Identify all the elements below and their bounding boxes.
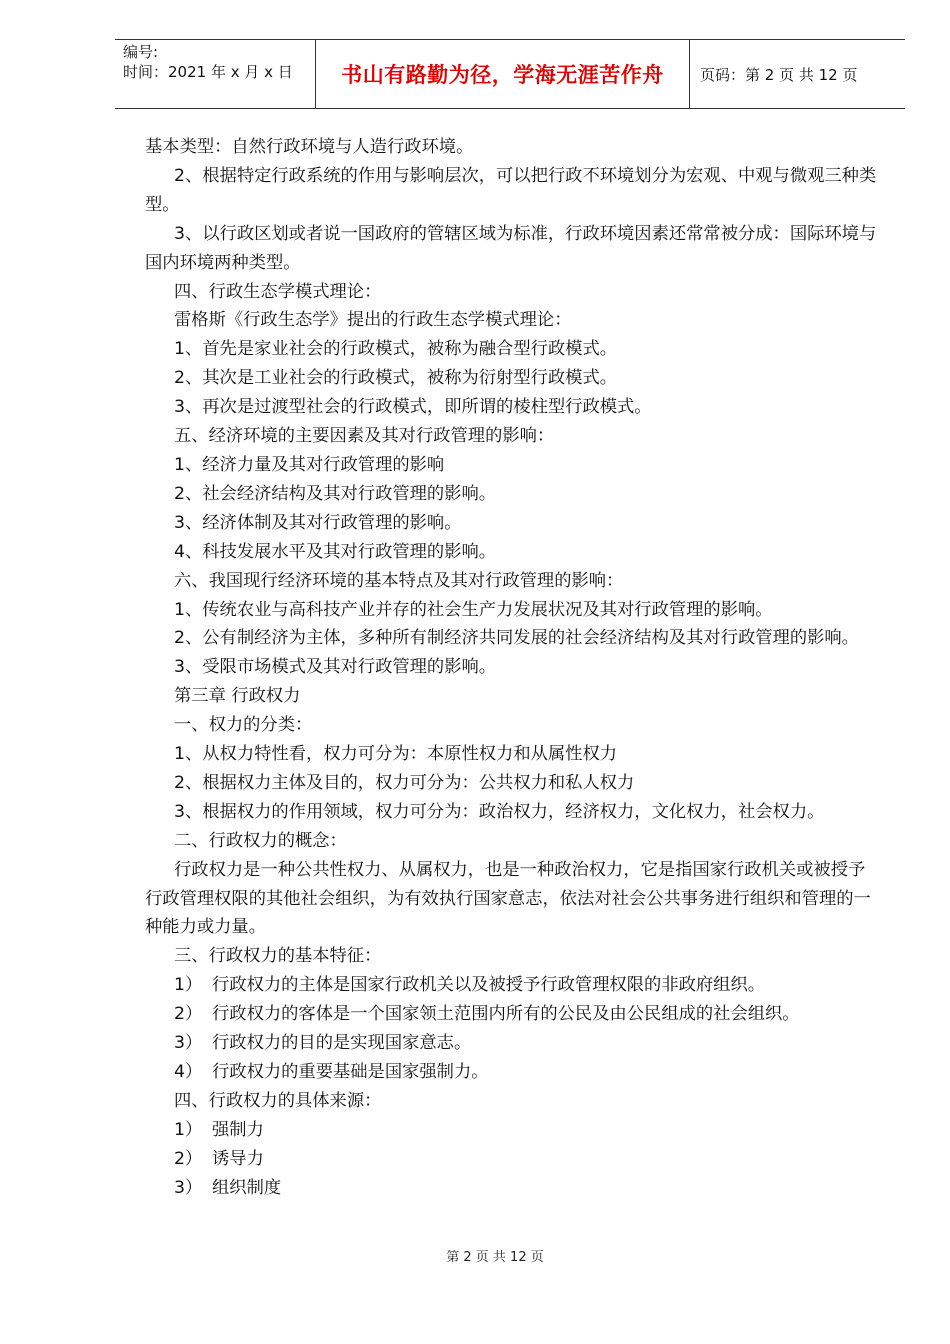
list-item xyxy=(145,1174,881,1203)
paragraph: 3、经济体制及其对行政管理的影响。 xyxy=(174,512,462,533)
list-item-text: 行政权力的重要基础是国家强制力。 xyxy=(212,1062,489,1082)
section-heading: 五、经济环境的主要因素及其对行政管理的影响： xyxy=(174,426,555,447)
list-item-number: 2） xyxy=(174,1148,203,1169)
paragraph: 2、其次是工业社会的行政模式，被称为衍射型行政模式。 xyxy=(174,368,618,389)
paragraph: 3、根据权力的作用领域，权力可分为：政治权力，经济权力，文化权力，社会权力。 xyxy=(174,801,825,822)
list-item-text: 行政权力的客体是一个国家领土范围内所有的公民及由公民组成的社会组织。 xyxy=(212,1004,800,1025)
paragraph: 1、传统农业与高科技产业并存的社会生产力发展状况及其对行政管理的影响。 xyxy=(174,599,773,620)
paragraph: 1、首先是家业社会的行政模式，被称为融合型行政模式。 xyxy=(174,339,618,360)
paragraph: 3、受限市场模式及其对行政管理的影响。 xyxy=(174,657,497,678)
header-meta xyxy=(123,42,293,82)
paragraph: 2、根据权力主体及目的，权力可分为：公共权力和私人权力 xyxy=(174,772,635,793)
list-item xyxy=(145,971,881,1000)
list-item xyxy=(145,1058,881,1087)
paragraph: 基本类型：自然行政环境与人造行政环境。 xyxy=(145,137,474,157)
paragraph: 1、经济力量及其对行政管理的影响 xyxy=(174,454,445,475)
paragraph: 行政权力是一种公共性权力、从属权力，也是一种政治权力，它是指国家行政机关或被授予行政管理权限的其他社会组织，为有效执行国家意志，依法对社会公共事务进行组织和管理的一种能力或力量。 xyxy=(145,859,871,938)
list-item-text: 诱导力 xyxy=(212,1148,264,1169)
section-heading: 二、行政权力的概念： xyxy=(174,830,347,851)
list-item xyxy=(145,1116,881,1145)
paragraph: 3、以行政区划或者说一国政府的管辖区域为标准，行政环境因素还常常被分成：国际环境与国内环境两种类型。 xyxy=(145,223,877,273)
document-header xyxy=(115,39,905,109)
paragraph: 2、根据特定行政系统的作用与影响层次，可以把行政不环境划分为宏观、中观与微观三种类型。 xyxy=(145,165,877,215)
header-time-label: 时间：2021 年 x 月 x 日 xyxy=(123,63,293,81)
list-item-number: 1） xyxy=(174,975,203,996)
section-heading: 六、我国现行经济环境的基本特点及其对行政管理的影响： xyxy=(174,570,624,591)
list-item-number: 1） xyxy=(174,1119,203,1140)
list-item-number: 2） xyxy=(174,1004,203,1025)
section-heading: 一、权力的分类： xyxy=(174,715,313,736)
list-item-text: 强制力 xyxy=(212,1119,264,1140)
list-item xyxy=(145,1029,881,1058)
document-body xyxy=(145,133,881,1203)
list-item-number: 3） xyxy=(174,1177,203,1198)
paragraph: 4、科技发展水平及其对行政管理的影响。 xyxy=(174,541,497,562)
list-item xyxy=(145,1000,881,1029)
section-heading: 四、行政生态学模式理论： xyxy=(174,281,382,302)
paragraph: 2、社会经济结构及其对行政管理的影响。 xyxy=(174,483,497,504)
paragraph: 3、再次是过渡型社会的行政模式，即所谓的棱柱型行政模式。 xyxy=(174,397,652,418)
section-heading: 四、行政权力的具体来源： xyxy=(174,1090,382,1111)
paragraph: 2、公有制经济为主体，多种所有制经济共同发展的社会经济结构及其对行政管理的影响。 xyxy=(174,628,859,649)
list-item-text: 行政权力的主体是国家行政机关以及被授予行政管理权限的非政府组织。 xyxy=(212,975,766,996)
paragraph: 1、从权力特性看，权力可分为：本原性权力和从属性权力 xyxy=(174,744,618,765)
header-motto: 书山有路勤为径，学海无涯苦作舟 xyxy=(341,63,664,87)
paragraph: 雷格斯《行政生态学》提出的行政生态学模式理论： xyxy=(174,310,572,331)
chapter-heading: 第三章 行政权力 xyxy=(174,686,301,707)
header-page-number: 页码：第 2 页 共 12 页 xyxy=(700,65,858,84)
header-number-label: 编号: xyxy=(123,43,159,61)
list-item-text: 组织制度 xyxy=(212,1177,282,1198)
page-footer: 第 2 页 共 12 页 xyxy=(446,1250,544,1265)
section-heading: 三、行政权力的基本特征： xyxy=(174,946,382,967)
list-item-number: 4） xyxy=(174,1062,203,1082)
list-item xyxy=(145,1145,881,1174)
list-item-number: 3） xyxy=(174,1033,203,1054)
list-item-text: 行政权力的目的是实现国家意志。 xyxy=(212,1033,472,1054)
